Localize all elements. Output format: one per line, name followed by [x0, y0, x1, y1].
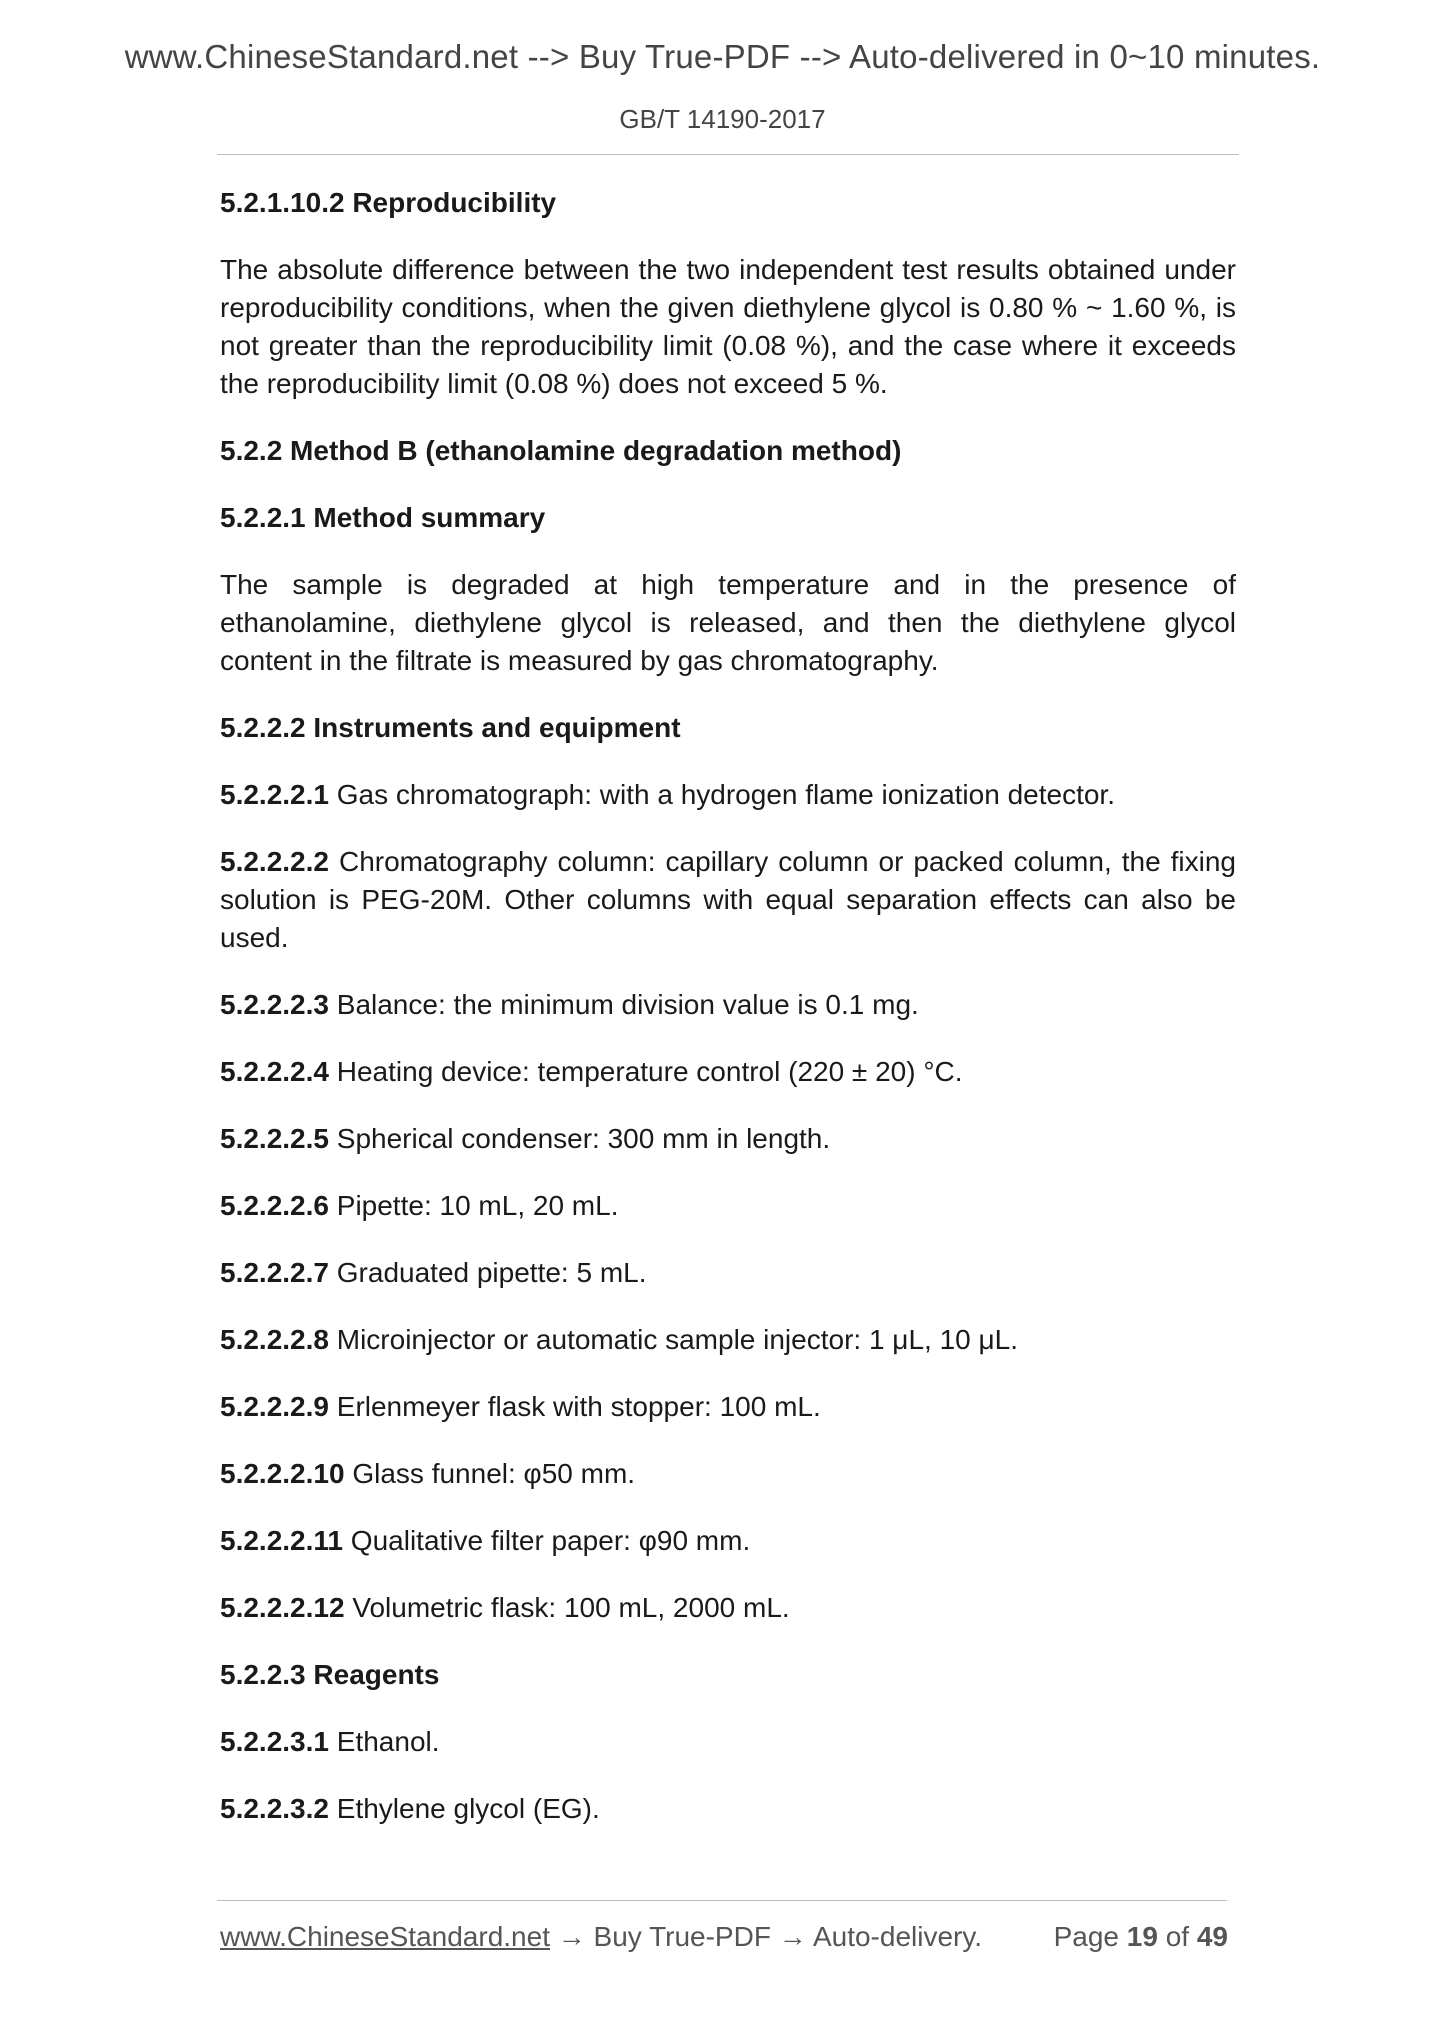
- header-divider: [217, 154, 1239, 155]
- heading-5-2-1-10-2: 5.2.1.10.2 Reproducibility: [220, 187, 557, 218]
- paragraph-method-summary: The sample is degraded at high temperature and in the presence of ethanolamine, diethylene glycol is released, and then the diethylene glycol content in the filtrate is measured by gas chromatography.: [220, 569, 1236, 676]
- top-banner: www.ChineseStandard.net --> Buy True-PDF --> Auto-delivered in 0~10 minutes.: [124, 38, 1321, 75]
- list-item: 5.2.2.2.4 Heating device: temperature control (220 ± 20) °C.: [220, 1056, 963, 1087]
- site-link[interactable]: www.ChineseStandard.net: [220, 1921, 550, 1952]
- buy-text: Buy True-PDF: [593, 1921, 771, 1952]
- list-item: 5.2.2.2.12 Volumetric flask: 100 mL, 2000 mL.: [220, 1592, 790, 1623]
- list-item: 5.2.2.2.8 Microinjector or automatic sample injector: 1 μL, 10 μL.: [220, 1324, 1018, 1355]
- list-item: 5.2.2.2.5 Spherical condenser: 300 mm in length.: [220, 1123, 831, 1154]
- heading-5-2-2-1: 5.2.2.1 Method summary: [220, 502, 546, 533]
- page-label: Page: [1053, 1921, 1119, 1952]
- document-body: [220, 184, 1236, 1857]
- list-item: 5.2.2.3.1 Ethanol.: [220, 1726, 440, 1757]
- heading-5-2-2-2: 5.2.2.2 Instruments and equipment: [220, 712, 681, 743]
- list-item: 5.2.2.2.11 Qualitative filter paper: φ90 mm.: [220, 1525, 751, 1556]
- page-number: 19: [1126, 1921, 1158, 1952]
- arrow-icon: →: [557, 1921, 586, 1952]
- delivery-text: Auto-delivery.: [812, 1921, 983, 1952]
- footer-links: [220, 1921, 982, 1953]
- heading-5-2-2: 5.2.2 Method B (ethanolamine degradation method): [220, 435, 902, 466]
- list-item: 5.2.2.2.1 Gas chromatograph: with a hydrogen flame ionization detector.: [220, 779, 1115, 810]
- list-item: 5.2.2.3.2 Ethylene glycol (EG).: [220, 1793, 600, 1824]
- paragraph-reproducibility: The absolute difference between the two independent test results obtained under reproducibility conditions, when the given diethylene glycol is 0.80 % ~ 1.60 %, is not greater than the reproducibility limit (0.08 %), and the case where it exceeds the reproducibility limit (0.08 %) does not exceed 5 %.: [220, 254, 1236, 399]
- standard-code: GB/T 14190-2017: [619, 104, 826, 134]
- footer-divider: [217, 1900, 1227, 1901]
- page-indicator: [1054, 1921, 1228, 1953]
- list-item: 5.2.2.2.9 Erlenmeyer flask with stopper: 100 mL.: [220, 1391, 821, 1422]
- page-total: 49: [1196, 1921, 1228, 1952]
- list-item: 5.2.2.2.6 Pipette: 10 mL, 20 mL.: [220, 1190, 619, 1221]
- heading-5-2-2-3: 5.2.2.3 Reagents: [220, 1659, 440, 1690]
- list-item: 5.2.2.2.2 Chromatography column: capillary column or packed column, the fixing solution is PEG-20M. Other columns with equal separation effects can also be used.: [220, 846, 1236, 953]
- of-label: of: [1165, 1921, 1190, 1952]
- arrow-icon: →: [778, 1921, 807, 1952]
- list-item: 5.2.2.2.7 Graduated pipette: 5 mL.: [220, 1257, 647, 1288]
- list-item: 5.2.2.2.3 Balance: the minimum division value is 0.1 mg.: [220, 989, 919, 1020]
- list-item: 5.2.2.2.10 Glass funnel: φ50 mm.: [220, 1458, 636, 1489]
